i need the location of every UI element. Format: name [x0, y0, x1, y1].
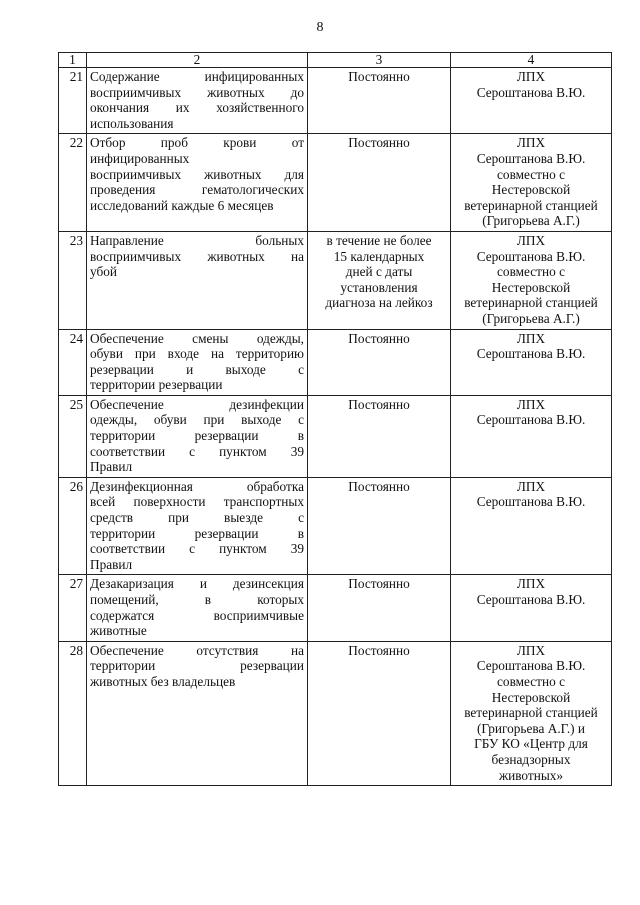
measure-description-line: содержатся восприимчивые	[90, 607, 304, 623]
measure-description-line: Дезинфекционная обработка	[90, 478, 304, 494]
measure-deadline-line: Постоянно	[348, 330, 410, 346]
measure-description-line: проведения гематологических	[90, 182, 304, 198]
table-row	[59, 575, 612, 641]
measure-deadline	[308, 575, 451, 641]
measure-description-line: Обеспечение дезинфекции	[90, 396, 304, 412]
measure-responsible-line: ЛПХ	[516, 330, 546, 346]
measure-responsible	[451, 395, 612, 477]
measure-deadline-line: Постоянно	[348, 576, 410, 592]
table-row	[59, 68, 612, 134]
measure-description-line: Правил	[90, 556, 133, 572]
measure-responsible	[451, 134, 612, 232]
measure-description-line: использования	[90, 115, 174, 131]
measure-description-line: окончания их хозяйственного	[90, 100, 304, 116]
measure-description-line: Дезакаризация и дезинсекция	[90, 576, 304, 592]
table-row	[59, 641, 612, 785]
measure-responsible-line: ЛПХ	[516, 478, 546, 494]
measure-responsible-line: Нестеровской	[491, 279, 571, 295]
measure-responsible-line: совместно с	[497, 264, 565, 280]
measure-description	[87, 575, 308, 641]
measure-responsible-line: Нестеровской	[491, 689, 571, 705]
measure-description-line: убой	[90, 264, 118, 280]
measure-deadline-line: диагноза на лейкоз	[325, 295, 433, 311]
measure-responsible-line: ЛПХ	[516, 642, 546, 658]
measure-deadline	[308, 329, 451, 395]
table-header-row	[59, 53, 612, 68]
measure-responsible-line: Нестеровской	[491, 182, 571, 198]
row-number: 28	[59, 641, 87, 785]
measure-description-line: средств при выезде с	[90, 510, 304, 526]
table-row	[59, 134, 612, 232]
measure-description-line: Правил	[90, 459, 133, 475]
measure-deadline	[308, 641, 451, 785]
measure-deadline-line: Постоянно	[348, 69, 410, 84]
measures-table	[58, 52, 612, 786]
measure-description-line: соответствии с пунктом 39	[90, 541, 304, 557]
measure-description	[87, 68, 308, 134]
measure-responsible-line: ЛПХ	[516, 135, 546, 151]
measure-responsible-line: Серoштанова В.Ю.	[476, 248, 586, 264]
measure-responsible	[451, 68, 612, 134]
measure-responsible-line: (Григорьева А.Г.)	[482, 310, 580, 326]
measure-description	[87, 134, 308, 232]
table-row	[59, 231, 612, 329]
measure-responsible-line: Серoштанова В.Ю.	[476, 150, 586, 166]
measure-deadline-line: Постоянно	[348, 642, 410, 658]
measure-deadline-line: в течение не более	[326, 232, 432, 248]
measure-responsible-line: совместно с	[497, 166, 565, 182]
row-number: 23	[59, 231, 87, 329]
measure-responsible-line: Серoштанова В.Ю.	[476, 592, 586, 607]
measure-responsible	[451, 575, 612, 641]
measure-deadline-line: установления	[340, 279, 418, 295]
measure-description-line: восприимчивых животных до	[90, 84, 304, 100]
measure-description-line: помещений, в которых	[90, 592, 304, 607]
row-number: 27	[59, 575, 87, 641]
row-number: 25	[59, 395, 87, 477]
measure-description-line: Обеспечение отсутствия на	[90, 642, 304, 658]
measure-responsible-line: (Григорьева А.Г.) и	[476, 720, 586, 736]
measure-description-line: исследований каждые 6 месяцев	[90, 197, 274, 213]
measure-responsible-line: ветеринарной станцией	[464, 197, 598, 213]
measure-description-line: территории резервации в	[90, 428, 304, 444]
measure-responsible	[451, 477, 612, 575]
measure-description-line: Направление больных	[90, 232, 304, 248]
measure-description-line: Обеспечение смены одежды,	[90, 330, 304, 346]
measure-description-line: восприимчивых животных для	[90, 166, 304, 182]
measure-description-line: одежды, обуви при выходе с	[90, 412, 304, 428]
measure-description-line: инфицированных	[90, 150, 190, 166]
measure-description	[87, 329, 308, 395]
measure-responsible-line: (Григорьева А.Г.)	[482, 213, 580, 229]
measure-description-line: территории резервации	[90, 658, 304, 674]
measure-deadline-line: Постоянно	[348, 396, 410, 412]
row-number: 24	[59, 329, 87, 395]
measure-description-line: территории резервации в	[90, 525, 304, 541]
measure-responsible-line: ГБУ КО «Центр для	[474, 736, 588, 752]
measure-description-line: животные	[90, 623, 147, 639]
measure-responsible-line: ЛПХ	[516, 69, 546, 84]
measure-description-line: резервации и выходе с	[90, 361, 304, 377]
measure-deadline-line: 15 календарных	[333, 248, 425, 264]
measure-responsible-line: Серoштанова В.Ю.	[476, 658, 586, 674]
measure-description	[87, 477, 308, 575]
table-row	[59, 329, 612, 395]
table-row	[59, 477, 612, 575]
measure-description	[87, 395, 308, 477]
measure-responsible-line: животных»	[498, 767, 564, 783]
measure-deadline	[308, 68, 451, 134]
measure-description-line: соответствии с пунктом 39	[90, 443, 304, 459]
measure-responsible	[451, 641, 612, 785]
row-number: 26	[59, 477, 87, 575]
row-number: 21	[59, 68, 87, 134]
measure-responsible-line: Серoштанова В.Ю.	[476, 412, 586, 428]
measure-description	[87, 231, 308, 329]
measure-description-line: восприимчивых животных на	[90, 248, 304, 264]
header-col-2: 2	[87, 53, 308, 68]
measure-responsible-line: ветеринарной станцией	[464, 295, 598, 311]
header-col-4: 4	[451, 53, 612, 68]
measure-description-line: всей поверхности транспортных	[90, 494, 304, 510]
measure-description-line: животных без владельцев	[90, 673, 236, 689]
measure-responsible-line: совместно с	[497, 673, 565, 689]
page-number: 8	[316, 20, 324, 35]
measure-responsible-line: ЛПХ	[516, 396, 546, 412]
measure-responsible-line: Серoштанова В.Ю.	[476, 346, 586, 362]
measure-description-line: Содержание инфицированных	[90, 69, 304, 84]
measure-deadline-line: Постоянно	[348, 135, 410, 151]
measure-description-line: обуви при входе на территорию	[90, 346, 304, 362]
measure-description-line: территории резервации	[90, 377, 223, 393]
measure-deadline	[308, 477, 451, 575]
measure-description-line: Отбор проб крови от	[90, 135, 304, 151]
measure-description	[87, 641, 308, 785]
measure-deadline-line: дней с даты	[345, 264, 413, 280]
row-number: 22	[59, 134, 87, 232]
measure-deadline	[308, 231, 451, 329]
measure-responsible-line: безнадзорных	[491, 751, 571, 767]
measure-responsible	[451, 329, 612, 395]
table-body	[59, 68, 612, 786]
measure-responsible-line: ЛПХ	[516, 232, 546, 248]
header-col-3: 3	[308, 53, 451, 68]
measure-responsible-line: Серoштанова В.Ю.	[476, 84, 586, 100]
measure-deadline	[308, 134, 451, 232]
header-col-1: 1	[59, 53, 87, 68]
measure-responsible-line: Серoштанова В.Ю.	[476, 494, 586, 510]
measure-deadline-line: Постоянно	[348, 478, 410, 494]
measure-responsible-line: ЛПХ	[516, 576, 546, 592]
table-row	[59, 395, 612, 477]
measure-deadline	[308, 395, 451, 477]
measure-responsible	[451, 231, 612, 329]
measure-responsible-line: ветеринарной станцией	[464, 705, 598, 721]
